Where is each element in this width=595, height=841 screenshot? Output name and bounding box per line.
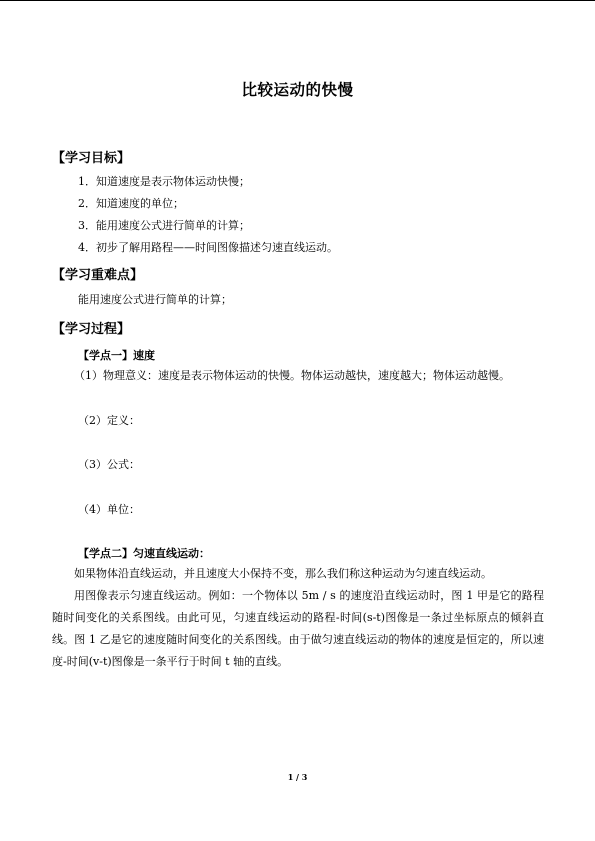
point1-definition: （2）定义：	[78, 414, 140, 427]
objectives-heading: 【学习目标】	[52, 151, 131, 166]
key-points-heading: 【学习重难点】	[52, 268, 144, 283]
point1-meaning: （1）物理意义：速度是表示物体运动的快慢。物体运动越快，速度越大；物体运动越慢。	[74, 369, 510, 382]
point2-paragraph-2: 用图像表示匀速直线运动。例如：一个物体以 5m / s 的速度沿直线运动时，图 1 甲是它的路程随时间变化的关系图线。由此可见，匀速直线运动的路程-时间(s-t)图像是一条过坐标原点的倾斜直线。图 1 乙是它的速度随时间变化的关系图线。由于做匀速直线运动的物体的速度是恒定的，所以速度-时间(v-t)图像是一条平行于时间 t 轴的直线。	[52, 589, 544, 668]
page-number: 1 / 3	[287, 772, 308, 782]
point1-unit: （4）单位：	[78, 503, 140, 516]
objective-item-4: 4．初步了解用路程——时间图像描述匀速直线运动。	[78, 241, 338, 254]
point2-paragraph-1: 如果物体沿直线运动，并且速度大小保持不变，那么我们称这种运动为匀速直线运动。	[74, 567, 492, 580]
page-title: 比较运动的快慢	[241, 81, 354, 99]
process-heading: 【学习过程】	[52, 322, 131, 337]
objective-item-1: 1．知道速度是表示物体运动快慢；	[78, 175, 250, 188]
point2-heading: 【学点二】匀速直线运动：	[78, 547, 210, 560]
key-points-text: 能用速度公式进行简单的计算；	[78, 293, 232, 306]
objective-item-3: 3．能用速度公式进行简单的计算；	[78, 219, 250, 232]
point1-formula: （3）公式：	[78, 458, 140, 471]
point1-heading: 【学点一】速度	[78, 349, 155, 362]
objective-item-2: 2．知道速度的单位；	[78, 197, 184, 210]
